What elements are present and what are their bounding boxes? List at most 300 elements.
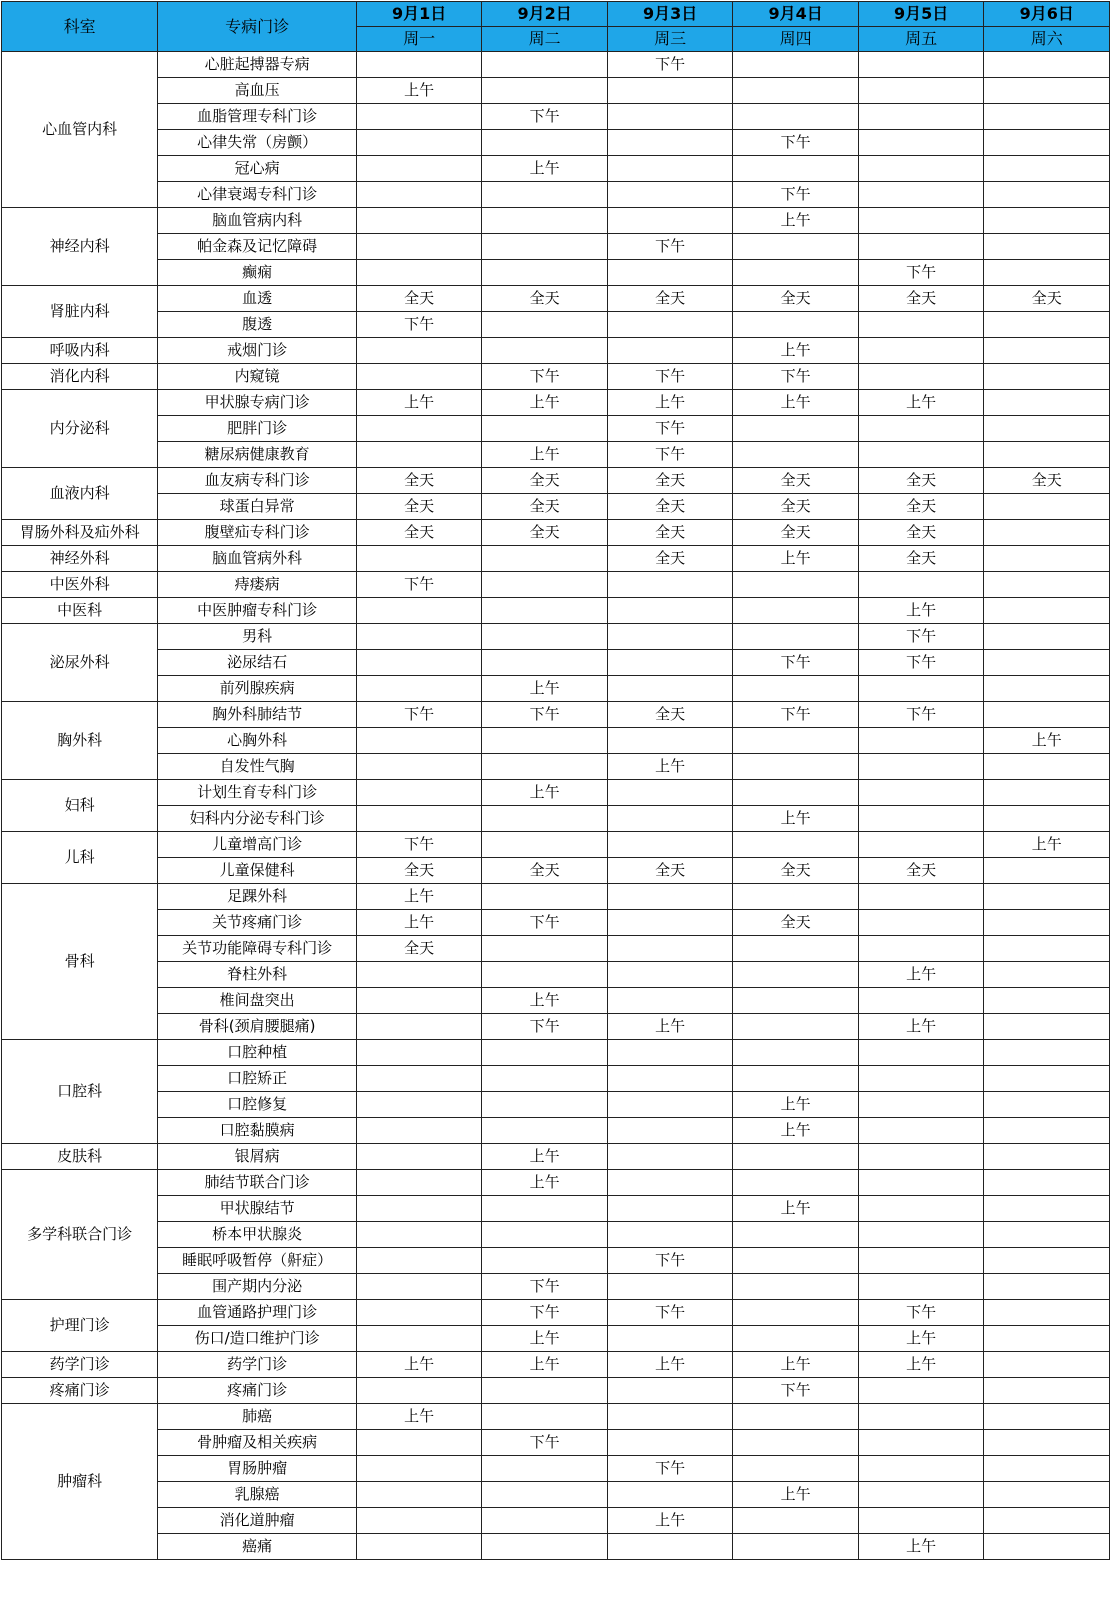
table-row xyxy=(2,1222,1110,1248)
schedule-slot-cell: 全天 xyxy=(482,286,608,312)
schedule-slot-cell xyxy=(607,1222,733,1248)
schedule-slot-cell: 上午 xyxy=(733,546,859,572)
date-header: 9月6日 xyxy=(984,2,1110,27)
department-cell: 肿瘤科 xyxy=(2,1404,158,1560)
schedule-slot-cell xyxy=(356,1378,482,1404)
schedule-slot-cell: 全天 xyxy=(356,494,482,520)
clinic-name-cell: 睡眠呼吸暂停（鼾症） xyxy=(158,1248,357,1274)
table-row xyxy=(2,572,1110,598)
schedule-slot-cell xyxy=(482,1196,608,1222)
schedule-slot-cell xyxy=(733,416,859,442)
department-cell: 心血管内科 xyxy=(2,52,158,208)
clinic-name-cell: 妇科内分泌专科门诊 xyxy=(158,806,357,832)
schedule-slot-cell xyxy=(984,910,1110,936)
schedule-slot-cell xyxy=(356,1222,482,1248)
schedule-slot-cell xyxy=(984,806,1110,832)
schedule-slot-cell: 上午 xyxy=(733,1352,859,1378)
schedule-slot-cell: 下午 xyxy=(356,312,482,338)
schedule-slot-cell: 上午 xyxy=(733,338,859,364)
table-row xyxy=(2,1456,1110,1482)
schedule-slot-cell: 下午 xyxy=(858,1300,984,1326)
table-row xyxy=(2,416,1110,442)
schedule-slot-cell xyxy=(482,130,608,156)
schedule-slot-cell xyxy=(858,1482,984,1508)
schedule-slot-cell xyxy=(858,182,984,208)
clinic-name-cell: 男科 xyxy=(158,624,357,650)
department-cell: 多学科联合门诊 xyxy=(2,1170,158,1300)
clinic-name-cell: 血管通路护理门诊 xyxy=(158,1300,357,1326)
schedule-slot-cell: 下午 xyxy=(607,416,733,442)
schedule-slot-cell xyxy=(733,1508,859,1534)
table-row xyxy=(2,650,1110,676)
schedule-slot-cell xyxy=(356,130,482,156)
schedule-slot-cell xyxy=(733,312,859,338)
schedule-slot-cell: 下午 xyxy=(482,1430,608,1456)
table-row xyxy=(2,936,1110,962)
schedule-slot-cell: 上午 xyxy=(858,1352,984,1378)
schedule-slot-cell xyxy=(984,702,1110,728)
schedule-slot-cell xyxy=(858,728,984,754)
schedule-slot-cell: 全天 xyxy=(607,546,733,572)
clinic-name-cell: 胃肠肿瘤 xyxy=(158,1456,357,1482)
schedule-slot-cell: 全天 xyxy=(607,286,733,312)
clinic-name-cell: 疼痛门诊 xyxy=(158,1378,357,1404)
schedule-slot-cell xyxy=(858,910,984,936)
schedule-slot-cell: 下午 xyxy=(482,364,608,390)
schedule-slot-cell xyxy=(858,1248,984,1274)
schedule-slot-cell xyxy=(984,1040,1110,1066)
table-row xyxy=(2,260,1110,286)
weekday-header: 周六 xyxy=(984,27,1110,52)
schedule-slot-cell xyxy=(858,572,984,598)
schedule-slot-cell xyxy=(733,1404,859,1430)
schedule-slot-cell xyxy=(858,1040,984,1066)
schedule-slot-cell: 上午 xyxy=(482,1352,608,1378)
schedule-slot-cell xyxy=(482,884,608,910)
schedule-slot-cell xyxy=(984,936,1110,962)
schedule-slot-cell: 下午 xyxy=(858,624,984,650)
schedule-slot-cell xyxy=(482,1092,608,1118)
schedule-slot-cell xyxy=(984,234,1110,260)
table-row xyxy=(2,858,1110,884)
header-row-dates xyxy=(2,2,1110,27)
clinic-name-cell: 银屑病 xyxy=(158,1144,357,1170)
schedule-slot-cell: 上午 xyxy=(733,1092,859,1118)
schedule-slot-cell xyxy=(482,572,608,598)
schedule-slot-cell xyxy=(607,884,733,910)
schedule-slot-cell xyxy=(984,676,1110,702)
table-row xyxy=(2,52,1110,78)
clinic-name-cell: 心律衰竭专科门诊 xyxy=(158,182,357,208)
schedule-slot-cell xyxy=(858,416,984,442)
clinic-name-cell: 痔瘘病 xyxy=(158,572,357,598)
schedule-slot-cell xyxy=(733,1170,859,1196)
table-row xyxy=(2,546,1110,572)
schedule-slot-cell xyxy=(607,1534,733,1560)
department-cell: 骨科 xyxy=(2,884,158,1040)
schedule-slot-cell xyxy=(482,936,608,962)
schedule-slot-cell: 下午 xyxy=(482,1014,608,1040)
schedule-slot-cell xyxy=(984,1014,1110,1040)
schedule-slot-cell xyxy=(356,1456,482,1482)
schedule-slot-cell xyxy=(482,806,608,832)
schedule-slot-cell xyxy=(858,832,984,858)
schedule-slot-cell xyxy=(607,208,733,234)
schedule-slot-cell xyxy=(356,338,482,364)
schedule-slot-cell xyxy=(356,676,482,702)
weekday-header: 周四 xyxy=(733,27,859,52)
clinic-name-cell: 高血压 xyxy=(158,78,357,104)
department-cell: 口腔科 xyxy=(2,1040,158,1144)
schedule-slot-cell xyxy=(482,182,608,208)
clinic-name-cell: 口腔矫正 xyxy=(158,1066,357,1092)
schedule-slot-cell: 全天 xyxy=(607,520,733,546)
schedule-slot-cell: 全天 xyxy=(733,468,859,494)
clinic-name-cell: 腹透 xyxy=(158,312,357,338)
schedule-slot-cell: 上午 xyxy=(356,1404,482,1430)
schedule-slot-cell xyxy=(984,598,1110,624)
date-header: 9月5日 xyxy=(858,2,984,27)
schedule-slot-cell: 上午 xyxy=(482,780,608,806)
schedule-slot-cell: 上午 xyxy=(858,598,984,624)
department-cell: 神经外科 xyxy=(2,546,158,572)
schedule-slot-cell xyxy=(984,1248,1110,1274)
schedule-slot-cell xyxy=(984,208,1110,234)
schedule-slot-cell xyxy=(858,1378,984,1404)
clinic-name-cell: 脑血管病内科 xyxy=(158,208,357,234)
table-row xyxy=(2,130,1110,156)
schedule-slot-cell: 全天 xyxy=(482,494,608,520)
schedule-slot-cell xyxy=(733,884,859,910)
schedule-slot-cell: 下午 xyxy=(607,234,733,260)
schedule-slot-cell: 下午 xyxy=(482,910,608,936)
schedule-slot-cell xyxy=(356,650,482,676)
department-cell: 肾脏内科 xyxy=(2,286,158,338)
clinic-name-cell: 儿童保健科 xyxy=(158,858,357,884)
clinic-name-cell: 血友病专科门诊 xyxy=(158,468,357,494)
department-cell: 血液内科 xyxy=(2,468,158,520)
schedule-slot-cell xyxy=(482,1456,608,1482)
schedule-slot-cell xyxy=(482,1248,608,1274)
schedule-slot-cell: 全天 xyxy=(356,468,482,494)
schedule-slot-cell xyxy=(733,676,859,702)
clinic-name-cell: 泌尿结石 xyxy=(158,650,357,676)
schedule-slot-cell xyxy=(733,1144,859,1170)
schedule-slot-cell xyxy=(482,1404,608,1430)
schedule-slot-cell xyxy=(607,1196,733,1222)
schedule-slot-cell: 上午 xyxy=(482,442,608,468)
schedule-slot-cell xyxy=(984,182,1110,208)
clinic-name-cell: 内窥镜 xyxy=(158,364,357,390)
schedule-slot-cell xyxy=(356,1014,482,1040)
schedule-slot-cell xyxy=(482,754,608,780)
department-cell: 皮肤科 xyxy=(2,1144,158,1170)
schedule-slot-cell: 上午 xyxy=(607,1508,733,1534)
schedule-slot-cell xyxy=(733,962,859,988)
schedule-slot-cell: 全天 xyxy=(607,468,733,494)
schedule-slot-cell xyxy=(858,338,984,364)
clinic-name-cell: 心脏起搏器专病 xyxy=(158,52,357,78)
schedule-slot-cell xyxy=(733,156,859,182)
schedule-slot-cell: 下午 xyxy=(858,650,984,676)
department-cell: 中医外科 xyxy=(2,572,158,598)
schedule-slot-cell xyxy=(984,546,1110,572)
schedule-slot-cell xyxy=(356,1144,482,1170)
schedule-slot-cell xyxy=(733,598,859,624)
table-row xyxy=(2,1300,1110,1326)
table-row xyxy=(2,728,1110,754)
schedule-slot-cell xyxy=(356,728,482,754)
schedule-slot-cell xyxy=(356,780,482,806)
schedule-slot-cell: 上午 xyxy=(858,390,984,416)
table-row xyxy=(2,442,1110,468)
schedule-slot-cell xyxy=(482,832,608,858)
schedule-slot-cell: 上午 xyxy=(984,832,1110,858)
schedule-slot-cell xyxy=(984,1274,1110,1300)
schedule-slot-cell: 下午 xyxy=(733,364,859,390)
schedule-slot-cell xyxy=(607,1118,733,1144)
schedule-slot-cell xyxy=(984,1534,1110,1560)
schedule-slot-cell xyxy=(356,1326,482,1352)
schedule-slot-cell: 下午 xyxy=(607,52,733,78)
schedule-slot-cell xyxy=(858,78,984,104)
schedule-slot-cell xyxy=(984,754,1110,780)
schedule-slot-cell: 全天 xyxy=(733,858,859,884)
schedule-slot-cell: 上午 xyxy=(733,806,859,832)
schedule-slot-cell xyxy=(858,156,984,182)
table-row xyxy=(2,156,1110,182)
table-row xyxy=(2,1326,1110,1352)
table-row xyxy=(2,364,1110,390)
schedule-slot-cell xyxy=(356,182,482,208)
schedule-slot-cell xyxy=(356,1482,482,1508)
schedule-slot-cell xyxy=(356,1196,482,1222)
clinic-name-cell: 骨肿瘤及相关疾病 xyxy=(158,1430,357,1456)
schedule-slot-cell xyxy=(482,338,608,364)
clinic-name-cell: 肺癌 xyxy=(158,1404,357,1430)
schedule-slot-cell xyxy=(984,1508,1110,1534)
schedule-slot-cell xyxy=(607,260,733,286)
schedule-slot-cell xyxy=(482,650,608,676)
schedule-slot-cell: 全天 xyxy=(356,286,482,312)
schedule-slot-cell xyxy=(607,780,733,806)
schedule-slot-cell: 下午 xyxy=(858,702,984,728)
table-row xyxy=(2,78,1110,104)
schedule-slot-cell: 下午 xyxy=(607,1300,733,1326)
schedule-slot-cell xyxy=(984,858,1110,884)
schedule-slot-cell xyxy=(984,962,1110,988)
schedule-slot-cell xyxy=(733,260,859,286)
schedule-slot-cell xyxy=(984,988,1110,1014)
schedule-slot-cell xyxy=(984,442,1110,468)
clinic-name-cell: 球蛋白异常 xyxy=(158,494,357,520)
schedule-slot-cell: 全天 xyxy=(607,858,733,884)
schedule-slot-cell xyxy=(984,1066,1110,1092)
department-cell: 消化内科 xyxy=(2,364,158,390)
schedule-slot-cell xyxy=(984,338,1110,364)
table-header xyxy=(2,2,1110,52)
table-row xyxy=(2,1404,1110,1430)
schedule-slot-cell xyxy=(356,104,482,130)
schedule-slot-cell: 全天 xyxy=(858,520,984,546)
schedule-slot-cell xyxy=(607,624,733,650)
clinic-name-cell: 糖尿病健康教育 xyxy=(158,442,357,468)
schedule-slot-cell xyxy=(482,260,608,286)
schedule-slot-cell: 上午 xyxy=(733,1482,859,1508)
date-header: 9月2日 xyxy=(482,2,608,27)
table-row xyxy=(2,1040,1110,1066)
schedule-slot-cell xyxy=(733,1222,859,1248)
schedule-slot-cell xyxy=(984,1352,1110,1378)
table-row xyxy=(2,520,1110,546)
schedule-slot-cell xyxy=(356,234,482,260)
clinic-name-cell: 心胸外科 xyxy=(158,728,357,754)
table-row xyxy=(2,1378,1110,1404)
schedule-slot-cell xyxy=(607,910,733,936)
schedule-slot-cell xyxy=(984,1196,1110,1222)
table-row xyxy=(2,1508,1110,1534)
schedule-slot-cell: 上午 xyxy=(733,390,859,416)
schedule-slot-cell xyxy=(356,546,482,572)
schedule-slot-cell xyxy=(984,520,1110,546)
table-row xyxy=(2,390,1110,416)
schedule-slot-cell: 下午 xyxy=(858,260,984,286)
schedule-slot-cell xyxy=(984,390,1110,416)
table-row xyxy=(2,1534,1110,1560)
schedule-slot-cell xyxy=(607,1482,733,1508)
schedule-slot-cell xyxy=(482,1040,608,1066)
clinic-name-cell: 胸外科肺结节 xyxy=(158,702,357,728)
schedule-slot-cell xyxy=(733,1326,859,1352)
table-row xyxy=(2,208,1110,234)
schedule-slot-cell xyxy=(858,208,984,234)
schedule-slot-cell xyxy=(356,1040,482,1066)
table-row xyxy=(2,312,1110,338)
schedule-slot-cell xyxy=(733,78,859,104)
schedule-slot-cell xyxy=(356,1066,482,1092)
schedule-slot-cell xyxy=(858,364,984,390)
clinic-name-cell: 肺结节联合门诊 xyxy=(158,1170,357,1196)
clinic-name-cell: 肥胖门诊 xyxy=(158,416,357,442)
schedule-slot-cell xyxy=(482,1378,608,1404)
department-cell: 中医科 xyxy=(2,598,158,624)
schedule-slot-cell xyxy=(984,260,1110,286)
schedule-slot-cell xyxy=(858,1508,984,1534)
schedule-slot-cell: 下午 xyxy=(482,1274,608,1300)
schedule-slot-cell xyxy=(607,1326,733,1352)
schedule-slot-cell xyxy=(607,572,733,598)
schedule-slot-cell xyxy=(356,1534,482,1560)
schedule-slot-cell xyxy=(733,780,859,806)
schedule-slot-cell xyxy=(984,78,1110,104)
table-row xyxy=(2,1144,1110,1170)
department-cell: 内分泌科 xyxy=(2,390,158,468)
clinic-schedule-table xyxy=(1,1,1110,1560)
clinic-name-cell: 药学门诊 xyxy=(158,1352,357,1378)
schedule-slot-cell xyxy=(733,52,859,78)
schedule-slot-cell: 下午 xyxy=(733,1378,859,1404)
schedule-slot-cell xyxy=(482,1534,608,1560)
weekday-header: 周二 xyxy=(482,27,608,52)
schedule-slot-cell xyxy=(858,754,984,780)
table-row xyxy=(2,754,1110,780)
schedule-slot-cell: 下午 xyxy=(356,702,482,728)
schedule-slot-cell: 全天 xyxy=(733,286,859,312)
table-row xyxy=(2,676,1110,702)
schedule-slot-cell xyxy=(482,208,608,234)
schedule-slot-cell xyxy=(984,494,1110,520)
department-cell: 儿科 xyxy=(2,832,158,884)
date-header: 9月3日 xyxy=(607,2,733,27)
table-row xyxy=(2,988,1110,1014)
table-row xyxy=(2,468,1110,494)
schedule-slot-cell xyxy=(858,52,984,78)
schedule-slot-cell xyxy=(607,1404,733,1430)
schedule-slot-cell xyxy=(356,416,482,442)
schedule-slot-cell: 上午 xyxy=(482,1326,608,1352)
clinic-name-cell: 癌痛 xyxy=(158,1534,357,1560)
department-cell: 泌尿外科 xyxy=(2,624,158,702)
schedule-slot-cell: 下午 xyxy=(482,702,608,728)
schedule-slot-cell: 上午 xyxy=(733,1118,859,1144)
table-row xyxy=(2,1066,1110,1092)
schedule-slot-cell xyxy=(356,598,482,624)
schedule-slot-cell xyxy=(984,1326,1110,1352)
schedule-slot-cell xyxy=(984,1300,1110,1326)
schedule-slot-cell xyxy=(984,312,1110,338)
table-row xyxy=(2,104,1110,130)
schedule-slot-cell: 全天 xyxy=(356,936,482,962)
clinic-name-cell: 关节功能障碍专科门诊 xyxy=(158,936,357,962)
schedule-slot-cell xyxy=(858,936,984,962)
schedule-slot-cell xyxy=(984,104,1110,130)
schedule-slot-cell xyxy=(733,1430,859,1456)
schedule-slot-cell xyxy=(482,546,608,572)
schedule-slot-cell xyxy=(607,78,733,104)
clinic-name-cell: 骨科(颈肩腰腿痛) xyxy=(158,1014,357,1040)
department-cell: 护理门诊 xyxy=(2,1300,158,1352)
schedule-slot-cell xyxy=(607,1274,733,1300)
table-row xyxy=(2,702,1110,728)
table-row xyxy=(2,1274,1110,1300)
clinic-name-cell: 口腔修复 xyxy=(158,1092,357,1118)
schedule-slot-cell xyxy=(858,1092,984,1118)
clinic-name-cell: 腹壁疝专科门诊 xyxy=(158,520,357,546)
schedule-slot-cell xyxy=(984,1118,1110,1144)
schedule-slot-cell: 下午 xyxy=(356,832,482,858)
schedule-slot-cell: 全天 xyxy=(733,520,859,546)
schedule-slot-cell xyxy=(858,806,984,832)
date-header: 9月1日 xyxy=(356,2,482,27)
schedule-slot-cell: 下午 xyxy=(607,364,733,390)
schedule-slot-cell xyxy=(858,988,984,1014)
schedule-slot-cell: 上午 xyxy=(482,156,608,182)
schedule-slot-cell xyxy=(858,1274,984,1300)
schedule-slot-cell xyxy=(984,780,1110,806)
clinic-name-cell: 关节疼痛门诊 xyxy=(158,910,357,936)
schedule-slot-cell: 下午 xyxy=(733,650,859,676)
schedule-slot-cell xyxy=(482,624,608,650)
table-row xyxy=(2,494,1110,520)
schedule-slot-cell xyxy=(858,884,984,910)
schedule-slot-cell: 下午 xyxy=(482,104,608,130)
schedule-slot-cell xyxy=(607,130,733,156)
schedule-slot-cell: 全天 xyxy=(607,702,733,728)
schedule-slot-cell: 上午 xyxy=(482,390,608,416)
clinic-name-cell: 消化道肿瘤 xyxy=(158,1508,357,1534)
schedule-slot-cell xyxy=(356,754,482,780)
schedule-slot-cell xyxy=(733,1300,859,1326)
